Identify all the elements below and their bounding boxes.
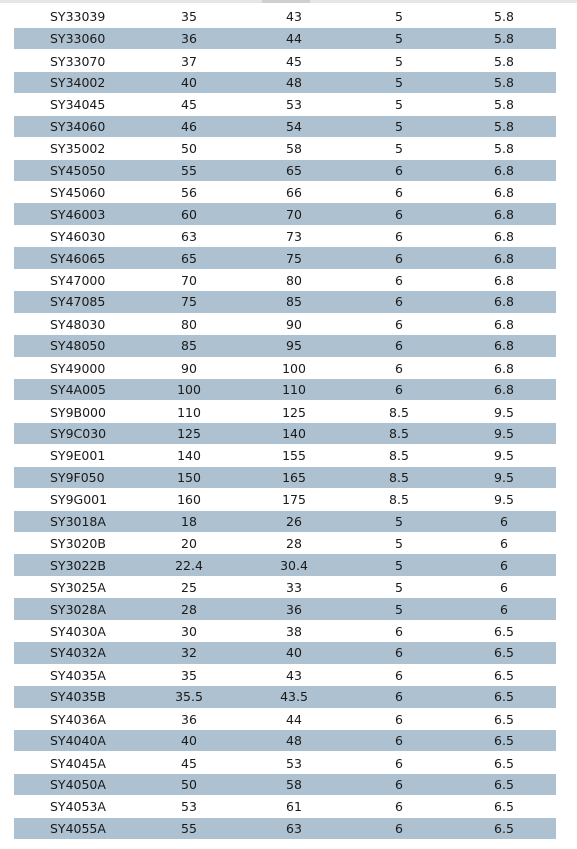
model-cell: SY33070 — [14, 50, 136, 72]
model-cell: SY35002 — [14, 138, 136, 160]
outer-diameter-cell: 110 — [242, 379, 346, 401]
table-row — [14, 664, 556, 686]
model-cell: SY34060 — [14, 116, 136, 138]
width-cell: 5.8 — [452, 50, 556, 72]
thickness-cell: 6 — [346, 335, 452, 357]
thickness-cell: 6 — [346, 269, 452, 291]
table-row — [14, 620, 556, 642]
outer-diameter-cell: 44 — [242, 28, 346, 50]
model-cell: SY4035A — [14, 664, 136, 686]
inner-diameter-cell: 32 — [136, 642, 242, 664]
model-cell: SY4030A — [14, 620, 136, 642]
thickness-cell: 6 — [346, 686, 452, 708]
model-cell: SY4053A — [14, 796, 136, 818]
model-cell: SY9E001 — [14, 445, 136, 467]
width-cell: 5.8 — [452, 6, 556, 28]
model-cell: SY48030 — [14, 313, 136, 335]
outer-diameter-cell: 43 — [242, 664, 346, 686]
inner-diameter-cell: 90 — [136, 357, 242, 379]
model-cell: SY46065 — [14, 247, 136, 269]
outer-diameter-cell: 95 — [242, 335, 346, 357]
width-cell: 6.8 — [452, 203, 556, 225]
outer-diameter-cell: 175 — [242, 489, 346, 511]
model-cell: SY3018A — [14, 511, 136, 533]
outer-diameter-cell: 61 — [242, 796, 346, 818]
model-cell: SY33039 — [14, 6, 136, 28]
thickness-cell: 6 — [346, 730, 452, 752]
table-row — [14, 533, 556, 555]
width-cell: 5.8 — [452, 138, 556, 160]
table-row — [14, 598, 556, 620]
inner-diameter-cell: 45 — [136, 94, 242, 116]
inner-diameter-cell: 150 — [136, 467, 242, 489]
table-row — [14, 752, 556, 774]
thickness-cell: 5 — [346, 533, 452, 555]
thickness-cell: 5 — [346, 138, 452, 160]
thickness-cell: 6 — [346, 379, 452, 401]
outer-diameter-cell: 45 — [242, 50, 346, 72]
width-cell: 5.8 — [452, 72, 556, 94]
inner-diameter-cell: 35 — [136, 664, 242, 686]
width-cell: 6.5 — [452, 796, 556, 818]
outer-diameter-cell: 125 — [242, 401, 346, 423]
outer-diameter-cell: 30.4 — [242, 554, 346, 576]
inner-diameter-cell: 140 — [136, 445, 242, 467]
table-row — [14, 818, 556, 840]
table-row — [14, 708, 556, 730]
table-row — [14, 50, 556, 72]
inner-diameter-cell: 55 — [136, 818, 242, 840]
outer-diameter-cell: 66 — [242, 182, 346, 204]
model-cell: SY45050 — [14, 160, 136, 182]
outer-diameter-cell: 80 — [242, 269, 346, 291]
inner-diameter-cell: 35 — [136, 6, 242, 28]
table-row — [14, 28, 556, 50]
model-cell: SY3028A — [14, 598, 136, 620]
table-row — [14, 182, 556, 204]
inner-diameter-cell: 53 — [136, 796, 242, 818]
model-cell: SY3025A — [14, 576, 136, 598]
outer-diameter-cell: 36 — [242, 598, 346, 620]
thickness-cell: 6 — [346, 642, 452, 664]
width-cell: 6.5 — [452, 620, 556, 642]
inner-diameter-cell: 46 — [136, 116, 242, 138]
width-cell: 6.8 — [452, 335, 556, 357]
outer-diameter-cell: 73 — [242, 225, 346, 247]
inner-diameter-cell: 18 — [136, 511, 242, 533]
outer-diameter-cell: 155 — [242, 445, 346, 467]
outer-diameter-cell: 28 — [242, 533, 346, 555]
model-cell: SY4035B — [14, 686, 136, 708]
spec-table — [14, 6, 556, 840]
width-cell: 6 — [452, 533, 556, 555]
width-cell: 6.8 — [452, 182, 556, 204]
table-row — [14, 686, 556, 708]
outer-diameter-cell: 40 — [242, 642, 346, 664]
inner-diameter-cell: 160 — [136, 489, 242, 511]
table-row — [14, 138, 556, 160]
inner-diameter-cell: 35.5 — [136, 686, 242, 708]
width-cell: 6.5 — [452, 818, 556, 840]
model-cell: SY46003 — [14, 203, 136, 225]
inner-diameter-cell: 63 — [136, 225, 242, 247]
outer-diameter-cell: 63 — [242, 818, 346, 840]
table-row — [14, 730, 556, 752]
outer-diameter-cell: 70 — [242, 203, 346, 225]
width-cell: 6.8 — [452, 225, 556, 247]
width-cell: 5.8 — [452, 94, 556, 116]
outer-diameter-cell: 75 — [242, 247, 346, 269]
width-cell: 9.5 — [452, 401, 556, 423]
inner-diameter-cell: 125 — [136, 423, 242, 445]
thickness-cell: 8.5 — [346, 489, 452, 511]
table-row — [14, 72, 556, 94]
inner-diameter-cell: 50 — [136, 138, 242, 160]
inner-diameter-cell: 110 — [136, 401, 242, 423]
thickness-cell: 6 — [346, 203, 452, 225]
model-cell: SY34045 — [14, 94, 136, 116]
model-cell: SY9G001 — [14, 489, 136, 511]
inner-diameter-cell: 22.4 — [136, 554, 242, 576]
outer-diameter-cell: 44 — [242, 708, 346, 730]
thickness-cell: 6 — [346, 752, 452, 774]
model-cell: SY4040A — [14, 730, 136, 752]
outer-diameter-cell: 48 — [242, 730, 346, 752]
model-cell: SY48050 — [14, 335, 136, 357]
width-cell: 6.5 — [452, 752, 556, 774]
model-cell: SY47000 — [14, 269, 136, 291]
thickness-cell: 6 — [346, 182, 452, 204]
model-cell: SY9B000 — [14, 401, 136, 423]
outer-diameter-cell: 53 — [242, 94, 346, 116]
thickness-cell: 5 — [346, 554, 452, 576]
width-cell: 6.5 — [452, 708, 556, 730]
outer-diameter-cell: 140 — [242, 423, 346, 445]
width-cell: 6.8 — [452, 160, 556, 182]
table-row — [14, 774, 556, 796]
table-row — [14, 423, 556, 445]
width-cell: 6 — [452, 576, 556, 598]
width-cell: 9.5 — [452, 467, 556, 489]
width-cell: 6.8 — [452, 247, 556, 269]
table-row — [14, 6, 556, 28]
outer-diameter-cell: 43 — [242, 6, 346, 28]
outer-diameter-cell: 48 — [242, 72, 346, 94]
inner-diameter-cell: 36 — [136, 708, 242, 730]
model-cell: SY34002 — [14, 72, 136, 94]
inner-diameter-cell: 25 — [136, 576, 242, 598]
thickness-cell: 8.5 — [346, 401, 452, 423]
table-row — [14, 291, 556, 313]
outer-diameter-cell: 65 — [242, 160, 346, 182]
thickness-cell: 5 — [346, 94, 452, 116]
width-cell: 9.5 — [452, 445, 556, 467]
table-row — [14, 313, 556, 335]
inner-diameter-cell: 28 — [136, 598, 242, 620]
model-cell: SY4036A — [14, 708, 136, 730]
table-row — [14, 94, 556, 116]
model-cell: SY33060 — [14, 28, 136, 50]
table-row — [14, 511, 556, 533]
inner-diameter-cell: 30 — [136, 620, 242, 642]
outer-diameter-cell: 90 — [242, 313, 346, 335]
thickness-cell: 6 — [346, 225, 452, 247]
table-row — [14, 116, 556, 138]
thickness-cell: 6 — [346, 247, 452, 269]
width-cell: 6.8 — [452, 357, 556, 379]
inner-diameter-cell: 45 — [136, 752, 242, 774]
outer-diameter-cell: 53 — [242, 752, 346, 774]
model-cell: SY45060 — [14, 182, 136, 204]
inner-diameter-cell: 80 — [136, 313, 242, 335]
width-cell: 6.5 — [452, 664, 556, 686]
width-cell: 9.5 — [452, 489, 556, 511]
width-cell: 6.8 — [452, 291, 556, 313]
table-row — [14, 335, 556, 357]
outer-diameter-cell: 85 — [242, 291, 346, 313]
outer-diameter-cell: 43.5 — [242, 686, 346, 708]
inner-diameter-cell: 56 — [136, 182, 242, 204]
width-cell: 6 — [452, 554, 556, 576]
inner-diameter-cell: 40 — [136, 730, 242, 752]
model-cell: SY4055A — [14, 818, 136, 840]
outer-diameter-cell: 165 — [242, 467, 346, 489]
model-cell: SY9C030 — [14, 423, 136, 445]
thickness-cell: 5 — [346, 72, 452, 94]
table-row — [14, 489, 556, 511]
table-row — [14, 269, 556, 291]
table-row — [14, 379, 556, 401]
top-tab-marker — [262, 0, 310, 3]
spec-table-body — [14, 6, 556, 840]
thickness-cell: 5 — [346, 28, 452, 50]
model-cell: SY46030 — [14, 225, 136, 247]
model-cell: SY9F050 — [14, 467, 136, 489]
inner-diameter-cell: 75 — [136, 291, 242, 313]
width-cell: 6 — [452, 511, 556, 533]
thickness-cell: 5 — [346, 116, 452, 138]
inner-diameter-cell: 37 — [136, 50, 242, 72]
thickness-cell: 8.5 — [346, 467, 452, 489]
table-row — [14, 160, 556, 182]
outer-diameter-cell: 33 — [242, 576, 346, 598]
inner-diameter-cell: 20 — [136, 533, 242, 555]
model-cell: SY4032A — [14, 642, 136, 664]
width-cell: 6.8 — [452, 269, 556, 291]
thickness-cell: 8.5 — [346, 423, 452, 445]
thickness-cell: 6 — [346, 664, 452, 686]
model-cell: SY3020B — [14, 533, 136, 555]
width-cell: 6.5 — [452, 774, 556, 796]
width-cell: 5.8 — [452, 28, 556, 50]
model-cell: SY3022B — [14, 554, 136, 576]
thickness-cell: 5 — [346, 576, 452, 598]
inner-diameter-cell: 85 — [136, 335, 242, 357]
outer-diameter-cell: 100 — [242, 357, 346, 379]
outer-diameter-cell: 38 — [242, 620, 346, 642]
thickness-cell: 6 — [346, 620, 452, 642]
width-cell: 9.5 — [452, 423, 556, 445]
outer-diameter-cell: 58 — [242, 138, 346, 160]
thickness-cell: 6 — [346, 818, 452, 840]
thickness-cell: 8.5 — [346, 445, 452, 467]
thickness-cell: 6 — [346, 708, 452, 730]
table-row — [14, 642, 556, 664]
width-cell: 6.5 — [452, 642, 556, 664]
thickness-cell: 6 — [346, 313, 452, 335]
thickness-cell: 5 — [346, 598, 452, 620]
inner-diameter-cell: 100 — [136, 379, 242, 401]
inner-diameter-cell: 36 — [136, 28, 242, 50]
inner-diameter-cell: 40 — [136, 72, 242, 94]
model-cell: SY4A005 — [14, 379, 136, 401]
table-row — [14, 554, 556, 576]
thickness-cell: 6 — [346, 357, 452, 379]
table-row — [14, 796, 556, 818]
table-row — [14, 203, 556, 225]
inner-diameter-cell: 70 — [136, 269, 242, 291]
width-cell: 6 — [452, 598, 556, 620]
table-row — [14, 445, 556, 467]
outer-diameter-cell: 26 — [242, 511, 346, 533]
model-cell: SY4050A — [14, 774, 136, 796]
table-row — [14, 467, 556, 489]
thickness-cell: 6 — [346, 160, 452, 182]
table-row — [14, 247, 556, 269]
table-row — [14, 576, 556, 598]
outer-diameter-cell: 58 — [242, 774, 346, 796]
thickness-cell: 5 — [346, 50, 452, 72]
table-row — [14, 225, 556, 247]
inner-diameter-cell: 60 — [136, 203, 242, 225]
width-cell: 6.5 — [452, 686, 556, 708]
inner-diameter-cell: 55 — [136, 160, 242, 182]
outer-diameter-cell: 54 — [242, 116, 346, 138]
model-cell: SY4045A — [14, 752, 136, 774]
table-row — [14, 401, 556, 423]
width-cell: 5.8 — [452, 116, 556, 138]
width-cell: 6.8 — [452, 313, 556, 335]
thickness-cell: 5 — [346, 511, 452, 533]
model-cell: SY47085 — [14, 291, 136, 313]
model-cell: SY49000 — [14, 357, 136, 379]
table-row — [14, 357, 556, 379]
thickness-cell: 6 — [346, 774, 452, 796]
inner-diameter-cell: 65 — [136, 247, 242, 269]
thickness-cell: 5 — [346, 6, 452, 28]
thickness-cell: 6 — [346, 796, 452, 818]
inner-diameter-cell: 50 — [136, 774, 242, 796]
thickness-cell: 6 — [346, 291, 452, 313]
width-cell: 6.8 — [452, 379, 556, 401]
width-cell: 6.5 — [452, 730, 556, 752]
